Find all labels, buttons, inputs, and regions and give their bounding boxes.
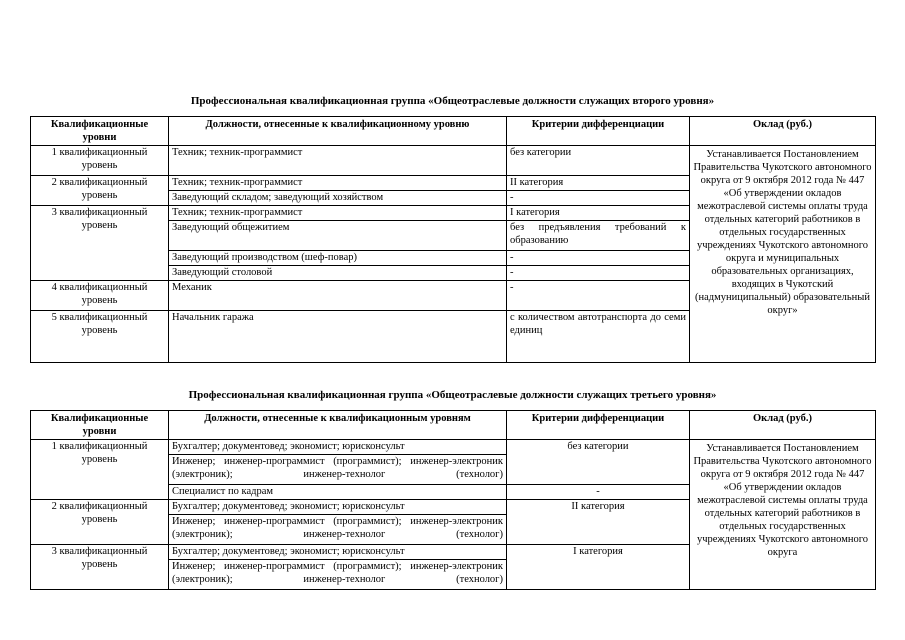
- header-criteria: Критерии дифференциации: [507, 117, 690, 146]
- position-cell: Бухгалтер; документовед; экономист; юрисконсульт: [169, 545, 507, 560]
- header-salary: Оклад (руб.): [690, 117, 876, 146]
- level-cell: 4 квалификационный уровень: [31, 281, 169, 311]
- criteria-cell: -: [507, 485, 690, 500]
- level-cell: 5 квалификационный уровень: [31, 311, 169, 363]
- position-cell: Заведующий складом; заведующий хозяйством: [169, 191, 507, 206]
- position-cell: Специалист по кадрам: [169, 485, 507, 500]
- header-levels: Квалификационные уровни: [31, 411, 169, 440]
- position-cell: Начальник гаража: [169, 311, 507, 363]
- salary-cell: Устанавливается Постановлением Правительства Чукотского автономного округа от 9 октября 2012 года № 447 «Об утверждении окладов межотраслевой системы оплаты труда отдельных категорий работников в отдельных государственных учреждениях Чукотского автономного округа и муниципальных образовательных организациях, входящих в Чукотский (надмуниципальный) образовательный округ»: [690, 146, 876, 363]
- level-cell: 3 квалификационный уровень: [31, 206, 169, 281]
- table-row: [31, 440, 876, 455]
- position-cell: Техник; техник-программист: [169, 176, 507, 191]
- header-positions: Должности, отнесенные к квалификационному уровню: [169, 117, 507, 146]
- criteria-cell: -: [507, 266, 690, 281]
- header-positions: Должности, отнесенные к квалификационным уровням: [169, 411, 507, 440]
- level-cell: 2 квалификационный уровень: [31, 176, 169, 206]
- header-salary: Оклад (руб.): [690, 411, 876, 440]
- criteria-cell: без категории: [507, 146, 690, 176]
- criteria-cell: II категория: [507, 500, 690, 545]
- level-cell: 2 квалификационный уровень: [31, 500, 169, 545]
- criteria-cell: с количеством автотранспорта до семи единиц: [507, 311, 690, 363]
- table-header-row: [31, 411, 876, 440]
- table-row: [31, 146, 876, 176]
- section1-title: Профессиональная квалификационная группа «Общеотраслевые должности служащих второго уровня»: [190, 95, 715, 107]
- criteria-cell: без категории: [507, 440, 690, 485]
- criteria-cell: -: [507, 191, 690, 206]
- position-cell: Инженер; инженер-программист (программист); инженер-электроник (электроник); инженер-технолог (технолог): [169, 455, 507, 485]
- position-cell: Механик: [169, 281, 507, 311]
- position-cell: Техник; техник-программист: [169, 146, 507, 176]
- position-cell: Бухгалтер; документовед; экономист; юрисконсульт: [169, 500, 507, 515]
- criteria-cell: I категория: [507, 545, 690, 590]
- criteria-cell: I категория: [507, 206, 690, 221]
- criteria-cell: -: [507, 251, 690, 266]
- criteria-cell: II категория: [507, 176, 690, 191]
- position-cell: Заведующий общежитием: [169, 221, 507, 251]
- position-cell: Инженер; инженер-программист (программист); инженер-электроник (электроник); инженер-технолог (технолог): [169, 515, 507, 545]
- table-header-row: [31, 117, 876, 146]
- header-criteria: Критерии дифференциации: [507, 411, 690, 440]
- position-cell: Бухгалтер; документовед; экономист; юрисконсульт: [169, 440, 507, 455]
- criteria-cell: без предъявления требований к образованию: [507, 221, 690, 251]
- table-third-level: [30, 410, 876, 590]
- position-cell: Заведующий столовой: [169, 266, 507, 281]
- level-cell: 1 квалификационный уровень: [31, 146, 169, 176]
- section2-title: Профессиональная квалификационная группа «Общеотраслевые должности служащих третьего уровня»: [188, 389, 717, 401]
- position-cell: Инженер; инженер-программист (программист); инженер-электроник (электроник); инженер-технолог (технолог): [169, 560, 507, 590]
- position-cell: Заведующий производством (шеф-повар): [169, 251, 507, 266]
- header-levels: Квалификационные уровни: [31, 117, 169, 146]
- criteria-cell: -: [507, 281, 690, 311]
- table-second-level: [30, 116, 876, 363]
- level-cell: 3 квалификационный уровень: [31, 545, 169, 590]
- level-cell: 1 квалификационный уровень: [31, 440, 169, 500]
- position-cell: Техник; техник-программист: [169, 206, 507, 221]
- salary-cell: Устанавливается Постановлением Правительства Чукотского автономного округа от 9 октября 2012 года № 447 «Об утверждении окладов межотраслевой системы оплаты труда отдельных категорий работников в отдельных государственных учреждениях Чукотского автономного округа: [690, 440, 876, 590]
